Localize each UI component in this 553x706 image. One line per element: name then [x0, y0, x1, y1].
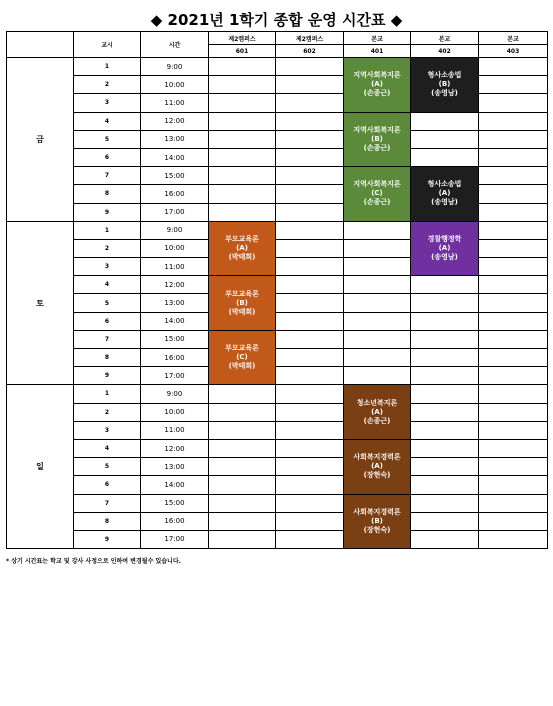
class-line: (손종근) — [363, 89, 391, 98]
header-time: 시간 — [141, 32, 209, 58]
empty-cell — [411, 148, 479, 166]
class-block — [344, 385, 411, 440]
table-row — [7, 458, 548, 476]
period-number: 3 — [74, 94, 141, 112]
empty-cell — [276, 239, 344, 257]
period-number: 2 — [74, 403, 141, 421]
empty-cell — [209, 167, 276, 185]
empty-cell — [479, 94, 548, 112]
period-number: 4 — [74, 439, 141, 457]
empty-cell — [276, 258, 344, 276]
period-number: 2 — [74, 239, 141, 257]
time-cell: 11:00 — [141, 94, 209, 112]
period-number: 1 — [74, 385, 141, 403]
class-line: (손종근) — [363, 198, 391, 207]
table-row — [7, 130, 548, 148]
empty-cell — [479, 312, 548, 330]
empty-cell — [411, 294, 479, 312]
class-line: (A) — [371, 407, 383, 416]
table-row — [7, 349, 548, 367]
period-number: 4 — [74, 276, 141, 294]
period-number: 2 — [74, 76, 141, 94]
empty-cell — [344, 276, 411, 294]
empty-cell — [411, 439, 479, 457]
time-cell: 13:00 — [141, 458, 209, 476]
header-campus: 제2캠퍼스 — [276, 32, 344, 45]
empty-cell — [344, 239, 411, 257]
class-line: 지역사회복지론 — [353, 125, 401, 134]
class-line: (B) — [236, 298, 248, 307]
period-number: 7 — [74, 494, 141, 512]
header-day-cell — [7, 32, 74, 58]
table-row — [7, 385, 548, 403]
header-campus: 본교 — [344, 32, 411, 45]
class-block — [344, 494, 411, 549]
period-number: 5 — [74, 294, 141, 312]
class-line: (A) — [438, 243, 451, 252]
table-row — [7, 494, 548, 512]
empty-cell — [209, 439, 276, 457]
empty-cell — [276, 367, 344, 385]
empty-cell — [209, 94, 276, 112]
class-line: (A) — [371, 462, 383, 471]
empty-cell — [209, 530, 276, 548]
table-row — [7, 167, 548, 185]
table-row — [7, 367, 548, 385]
empty-cell — [344, 367, 411, 385]
time-cell: 16:00 — [141, 185, 209, 203]
time-cell: 12:00 — [141, 439, 209, 457]
table-row — [7, 530, 548, 548]
table-row — [7, 112, 548, 130]
time-cell: 17:00 — [141, 367, 209, 385]
class-line: (송영남) — [431, 198, 458, 207]
table-row — [7, 512, 548, 530]
header-room: 401 — [344, 45, 411, 58]
table-row — [7, 276, 548, 294]
table-row — [7, 294, 548, 312]
header-room: 403 — [479, 45, 548, 58]
day-label: 금 — [7, 58, 74, 222]
header-room: 402 — [411, 45, 479, 58]
period-number: 9 — [74, 203, 141, 221]
empty-cell — [276, 112, 344, 130]
time-cell: 15:00 — [141, 167, 209, 185]
empty-cell — [411, 458, 479, 476]
empty-cell — [411, 530, 479, 548]
table-row — [7, 403, 548, 421]
class-line: (박태희) — [228, 362, 256, 371]
class-line: 사회복지경력론 — [353, 507, 401, 516]
class-line: 청소년복지론 — [356, 398, 398, 407]
class-block — [344, 439, 411, 494]
time-cell: 14:00 — [141, 148, 209, 166]
empty-cell — [479, 439, 548, 457]
empty-cell — [209, 385, 276, 403]
empty-cell — [276, 530, 344, 548]
empty-cell — [479, 167, 548, 185]
period-number: 3 — [74, 421, 141, 439]
time-cell: 17:00 — [141, 530, 209, 548]
period-number: 8 — [74, 185, 141, 203]
class-line: 지역사회복지론 — [353, 180, 401, 189]
class-block — [411, 221, 479, 276]
class-block — [411, 167, 479, 222]
table-row — [7, 312, 548, 330]
empty-cell — [479, 494, 548, 512]
class-line: 부모교육론 — [225, 234, 259, 243]
empty-cell — [479, 185, 548, 203]
class-block — [344, 112, 411, 167]
period-number: 6 — [74, 312, 141, 330]
empty-cell — [479, 403, 548, 421]
empty-cell — [276, 130, 344, 148]
empty-cell — [411, 512, 479, 530]
time-cell: 15:00 — [141, 494, 209, 512]
period-number: 4 — [74, 112, 141, 130]
empty-cell — [479, 130, 548, 148]
empty-cell — [479, 58, 548, 76]
period-number: 6 — [74, 148, 141, 166]
class-line: (손종근) — [363, 143, 391, 152]
empty-cell — [479, 421, 548, 439]
table-row — [7, 148, 548, 166]
time-cell: 10:00 — [141, 239, 209, 257]
empty-cell — [479, 330, 548, 348]
period-number: 8 — [74, 349, 141, 367]
empty-cell — [479, 294, 548, 312]
empty-cell — [276, 185, 344, 203]
empty-cell — [276, 403, 344, 421]
header-campus: 본교 — [479, 32, 548, 45]
empty-cell — [479, 476, 548, 494]
time-cell: 13:00 — [141, 130, 209, 148]
empty-cell — [479, 530, 548, 548]
empty-cell — [276, 476, 344, 494]
empty-cell — [479, 148, 548, 166]
period-number: 8 — [74, 512, 141, 530]
class-line: (박태희) — [228, 252, 256, 261]
period-number: 1 — [74, 221, 141, 239]
empty-cell — [276, 221, 344, 239]
empty-cell — [344, 221, 411, 239]
empty-cell — [411, 130, 479, 148]
empty-cell — [276, 458, 344, 476]
period-number: 5 — [74, 458, 141, 476]
empty-cell — [276, 349, 344, 367]
empty-cell — [479, 112, 548, 130]
empty-cell — [411, 330, 479, 348]
time-cell: 14:00 — [141, 476, 209, 494]
class-line: 부모교육론 — [225, 344, 259, 353]
empty-cell — [276, 439, 344, 457]
time-cell: 9:00 — [141, 58, 209, 76]
class-line: (송영남) — [431, 89, 458, 98]
class-line: (C) — [236, 353, 248, 362]
period-number: 1 — [74, 58, 141, 76]
header-campus: 본교 — [411, 32, 479, 45]
empty-cell — [209, 148, 276, 166]
timetable — [6, 31, 548, 549]
empty-cell — [411, 476, 479, 494]
time-cell: 12:00 — [141, 276, 209, 294]
empty-cell — [411, 494, 479, 512]
empty-cell — [411, 403, 479, 421]
empty-cell — [411, 421, 479, 439]
time-cell: 10:00 — [141, 76, 209, 94]
time-cell: 16:00 — [141, 349, 209, 367]
period-number: 7 — [74, 167, 141, 185]
time-cell: 12:00 — [141, 112, 209, 130]
empty-cell — [209, 185, 276, 203]
empty-cell — [276, 58, 344, 76]
empty-cell — [276, 421, 344, 439]
empty-cell — [479, 512, 548, 530]
empty-cell — [411, 367, 479, 385]
class-line: 지역사회복지론 — [353, 71, 401, 80]
empty-cell — [411, 349, 479, 367]
empty-cell — [411, 312, 479, 330]
class-line: 경찰행정학 — [427, 234, 462, 243]
empty-cell — [276, 148, 344, 166]
class-line: (C) — [371, 189, 383, 198]
class-line: (A) — [371, 80, 383, 89]
time-cell: 16:00 — [141, 512, 209, 530]
class-line: (손종근) — [363, 416, 391, 425]
table-row — [7, 330, 548, 348]
class-block — [209, 221, 276, 276]
empty-cell — [344, 330, 411, 348]
time-cell: 11:00 — [141, 421, 209, 439]
empty-cell — [479, 221, 548, 239]
time-cell: 9:00 — [141, 221, 209, 239]
empty-cell — [276, 294, 344, 312]
empty-cell — [276, 76, 344, 94]
time-cell: 15:00 — [141, 330, 209, 348]
empty-cell — [411, 276, 479, 294]
empty-cell — [276, 494, 344, 512]
table-row — [7, 421, 548, 439]
class-line: (B) — [438, 80, 451, 89]
day-label: 토 — [7, 221, 74, 385]
time-cell: 17:00 — [141, 203, 209, 221]
class-block — [344, 167, 411, 222]
table-row — [7, 439, 548, 457]
empty-cell — [209, 458, 276, 476]
empty-cell — [209, 112, 276, 130]
class-line: (B) — [371, 516, 383, 525]
header-row — [7, 32, 548, 45]
period-number: 3 — [74, 258, 141, 276]
empty-cell — [209, 494, 276, 512]
empty-cell — [479, 276, 548, 294]
empty-cell — [479, 367, 548, 385]
table-row — [7, 221, 548, 239]
class-line: (A) — [236, 243, 248, 252]
class-line: (박태희) — [228, 307, 256, 316]
header-room: 601 — [209, 45, 276, 58]
empty-cell — [479, 385, 548, 403]
period-number: 5 — [74, 130, 141, 148]
empty-cell — [276, 167, 344, 185]
empty-cell — [344, 349, 411, 367]
time-cell: 9:00 — [141, 385, 209, 403]
empty-cell — [411, 385, 479, 403]
class-line: (B) — [371, 134, 383, 143]
period-number: 7 — [74, 330, 141, 348]
empty-cell — [209, 130, 276, 148]
period-number: 9 — [74, 367, 141, 385]
time-cell: 10:00 — [141, 403, 209, 421]
class-line: (A) — [438, 189, 451, 198]
table-row — [7, 476, 548, 494]
time-cell: 11:00 — [141, 258, 209, 276]
empty-cell — [479, 258, 548, 276]
class-line: 부모교육론 — [225, 289, 259, 298]
empty-cell — [344, 258, 411, 276]
empty-cell — [209, 421, 276, 439]
empty-cell — [276, 385, 344, 403]
class-line: 형사소송법 — [427, 180, 462, 189]
footnote: * 상기 시간표는 학교 및 강사 사정으로 인하여 변경될수 있습니다. — [6, 558, 181, 565]
class-line: 사회복지경력론 — [353, 453, 401, 462]
page-title: ◆ 2021년 1학기 종합 운영 시간표 ◆ — [150, 11, 403, 29]
class-block — [209, 330, 276, 385]
empty-cell — [411, 112, 479, 130]
empty-cell — [479, 239, 548, 257]
empty-cell — [276, 203, 344, 221]
class-line: (송영남) — [431, 252, 458, 261]
class-line: (장현숙) — [363, 525, 391, 534]
header-period: 교시 — [74, 32, 141, 58]
header-campus: 제2캠퍼스 — [209, 32, 276, 45]
time-cell: 14:00 — [141, 312, 209, 330]
class-block — [411, 58, 479, 113]
empty-cell — [209, 403, 276, 421]
empty-cell — [209, 512, 276, 530]
day-label: 일 — [7, 385, 74, 549]
empty-cell — [479, 458, 548, 476]
empty-cell — [209, 58, 276, 76]
header-room: 602 — [276, 45, 344, 58]
class-line: 형사소송법 — [427, 71, 462, 80]
class-block — [344, 58, 411, 113]
empty-cell — [276, 312, 344, 330]
empty-cell — [479, 203, 548, 221]
class-block — [209, 276, 276, 331]
empty-cell — [276, 276, 344, 294]
table-row — [7, 58, 548, 76]
empty-cell — [344, 312, 411, 330]
empty-cell — [276, 330, 344, 348]
empty-cell — [276, 94, 344, 112]
empty-cell — [344, 294, 411, 312]
empty-cell — [209, 76, 276, 94]
empty-cell — [209, 476, 276, 494]
time-cell: 13:00 — [141, 294, 209, 312]
empty-cell — [276, 512, 344, 530]
class-line: (장현숙) — [363, 471, 391, 480]
period-number: 9 — [74, 530, 141, 548]
period-number: 6 — [74, 476, 141, 494]
empty-cell — [479, 349, 548, 367]
empty-cell — [479, 76, 548, 94]
empty-cell — [209, 203, 276, 221]
